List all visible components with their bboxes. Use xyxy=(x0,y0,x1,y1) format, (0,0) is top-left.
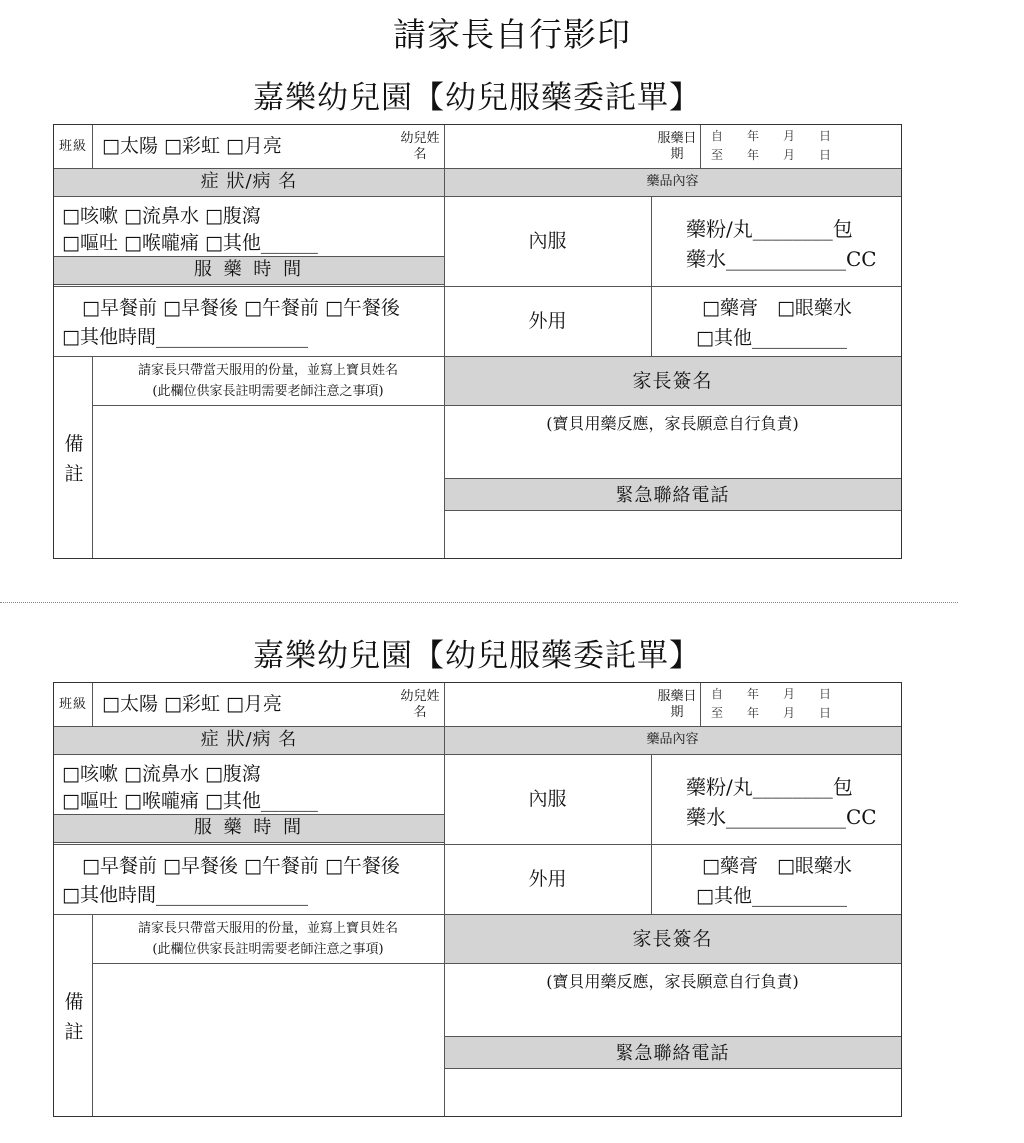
symptoms-options-row1[interactable]: □咳嗽 □流鼻水 □腹瀉 xyxy=(62,763,261,785)
emergency-contact-header: 緊急聯絡電話 xyxy=(615,485,730,506)
emergency-contact-field[interactable] xyxy=(445,511,901,558)
medication-time-header: 服 藥 時 間 xyxy=(193,259,305,280)
emergency-contact-field[interactable] xyxy=(445,1069,901,1116)
parent-signature-note: (寶貝用藥反應，家長願意自行負責) xyxy=(546,413,799,433)
medication-date-label: 服藥日期 xyxy=(657,689,697,720)
powder-dosage-line[interactable]: 藥粉/丸________包 xyxy=(686,217,853,241)
symptoms-options-row2[interactable]: □嘔吐 □喉嚨痛 □其他______ xyxy=(62,790,318,812)
external-use-label: 外用 xyxy=(528,310,567,332)
child-name-label: 幼兒姓名 xyxy=(400,131,440,162)
liquid-dosage-line[interactable]: 藥水____________CC xyxy=(686,247,877,271)
photocopy-instruction: 請家長自行影印 xyxy=(393,15,631,54)
form-table xyxy=(53,124,902,559)
remarks-note-line1: 請家長只帶當天服用的份量，並寫上寶貝姓名 xyxy=(137,921,398,936)
parent-signature-header: 家長簽名 xyxy=(632,369,713,392)
powder-dosage-line[interactable]: 藥粉/丸________包 xyxy=(686,775,853,799)
child-name-label: 幼兒姓名 xyxy=(400,689,440,720)
parent-signature-note: (寶貝用藥反應，家長願意自行負責) xyxy=(546,971,799,991)
class-label: 班級 xyxy=(58,697,87,712)
remarks-label: 備註 xyxy=(64,991,84,1043)
symptoms-options-row1[interactable]: □咳嗽 □流鼻水 □腹瀉 xyxy=(62,205,261,227)
child-name-field[interactable] xyxy=(445,683,651,726)
external-options-row1[interactable]: □藥膏 □眼藥水 xyxy=(702,297,852,319)
remarks-field[interactable] xyxy=(93,964,444,1116)
medication-time-other[interactable]: □其他時間________________ xyxy=(62,884,308,906)
class-options[interactable]: □太陽 □彩虹 □月亮 xyxy=(102,135,282,157)
cut-line-divider xyxy=(0,602,958,603)
class-options[interactable]: □太陽 □彩虹 □月亮 xyxy=(102,693,282,715)
form-title: 嘉樂幼兒園【幼兒服藥委託單】 xyxy=(253,80,701,116)
medication-time-options[interactable]: □早餐前 □早餐後 □午餐前 □午餐後 xyxy=(82,855,400,877)
emergency-contact-header: 緊急聯絡電話 xyxy=(615,1043,730,1064)
liquid-dosage-line[interactable]: 藥水____________CC xyxy=(686,805,877,829)
symptoms-options-row2[interactable]: □嘔吐 □喉嚨痛 □其他______ xyxy=(62,232,318,254)
medication-time-other[interactable]: □其他時間________________ xyxy=(62,326,308,348)
child-name-field[interactable] xyxy=(445,125,651,168)
external-options-row1[interactable]: □藥膏 □眼藥水 xyxy=(702,855,852,877)
parent-signature-field[interactable] xyxy=(445,993,901,1036)
medication-date-label: 服藥日期 xyxy=(657,131,697,162)
external-options-row2[interactable]: □其他__________ xyxy=(696,885,847,907)
remarks-note-line1: 請家長只帶當天服用的份量，並寫上寶貝姓名 xyxy=(137,363,398,378)
medication-time-options[interactable]: □早餐前 □早餐後 □午餐前 □午餐後 xyxy=(82,297,400,319)
date-to[interactable]: 至 年 月 日 xyxy=(711,148,832,162)
parent-signature-field[interactable] xyxy=(445,435,901,478)
remarks-label: 備註 xyxy=(64,433,84,485)
medicine-content-header: 藥品內容 xyxy=(646,174,699,189)
class-label: 班級 xyxy=(58,139,87,154)
form-table xyxy=(53,682,902,1117)
form-title: 嘉樂幼兒園【幼兒服藥委託單】 xyxy=(253,638,701,674)
date-from[interactable]: 自 年 月 日 xyxy=(711,687,832,701)
symptom-header: 症 狀/病 名 xyxy=(200,171,298,192)
remarks-note-line2: (此欄位供家長註明需要老師注意之事項) xyxy=(152,942,384,957)
medicine-content-header: 藥品內容 xyxy=(646,732,699,747)
external-options-row2[interactable]: □其他__________ xyxy=(696,327,847,349)
remarks-field[interactable] xyxy=(93,406,444,558)
medication-time-header: 服 藥 時 間 xyxy=(193,817,305,838)
parent-signature-header: 家長簽名 xyxy=(632,927,713,950)
internal-use-label: 內服 xyxy=(528,788,567,810)
date-from[interactable]: 自 年 月 日 xyxy=(711,129,832,143)
date-to[interactable]: 至 年 月 日 xyxy=(711,706,832,720)
remarks-note-line2: (此欄位供家長註明需要老師注意之事項) xyxy=(152,384,384,399)
external-use-label: 外用 xyxy=(528,868,567,890)
symptom-header: 症 狀/病 名 xyxy=(200,729,298,750)
internal-use-label: 內服 xyxy=(528,230,567,252)
